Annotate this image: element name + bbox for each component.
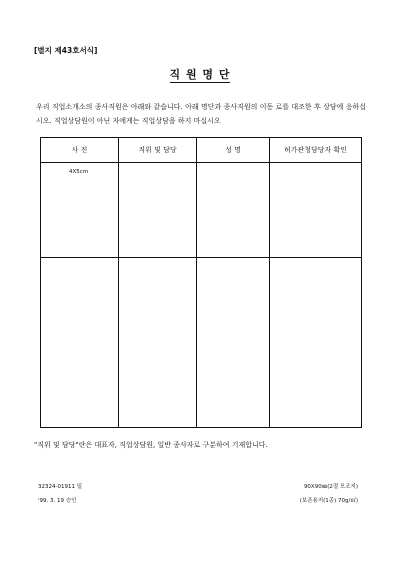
paper-spec: 90X90㎜(2절 모조지) <box>303 484 358 490</box>
header-position: 직위 및 담당 <box>119 138 197 163</box>
position-cell <box>119 258 197 428</box>
photo-size-note: 4X5cm <box>69 169 89 175</box>
name-cell <box>197 258 270 428</box>
table-row <box>41 258 362 428</box>
header-name: 성 명 <box>197 138 270 163</box>
position-cell <box>119 163 197 258</box>
title-underline <box>170 82 230 83</box>
page-title: 직 원 명 단 <box>169 68 231 81</box>
header-authority-check: 허가관청담당자 확인 <box>270 138 362 163</box>
authority-check-cell <box>270 163 362 258</box>
table-header-row <box>41 138 362 163</box>
paper-stock: (보존용지(1종) 70g/㎡) <box>299 498 358 504</box>
staff-roster-table <box>40 137 362 428</box>
photo-cell <box>41 163 119 258</box>
table-row <box>41 163 362 258</box>
photo-cell <box>41 258 119 428</box>
form-code: 32324-01911 일 <box>38 484 83 490</box>
name-cell <box>197 163 270 258</box>
approval-date: '99. 3. 19 승인 <box>38 498 77 504</box>
footnote: "직위 및 담당"란은 대표자, 직업상담원, 일반 종사자로 구분하여 기재합니다. <box>34 441 268 449</box>
form-number-label: [별지 제43호서식] <box>34 46 98 55</box>
header-photo: 사 진 <box>41 138 119 163</box>
authority-check-cell <box>270 258 362 428</box>
intro-paragraph: 우리 직업소개소의 종사직원은 아래와 같습니다. 아래 명단과 종사직원의 이동 로를 대조한 후 상담에 응하십시오. 직업상담원이 아닌 자에게는 직업상담을 하지 마십시오 <box>36 103 366 125</box>
